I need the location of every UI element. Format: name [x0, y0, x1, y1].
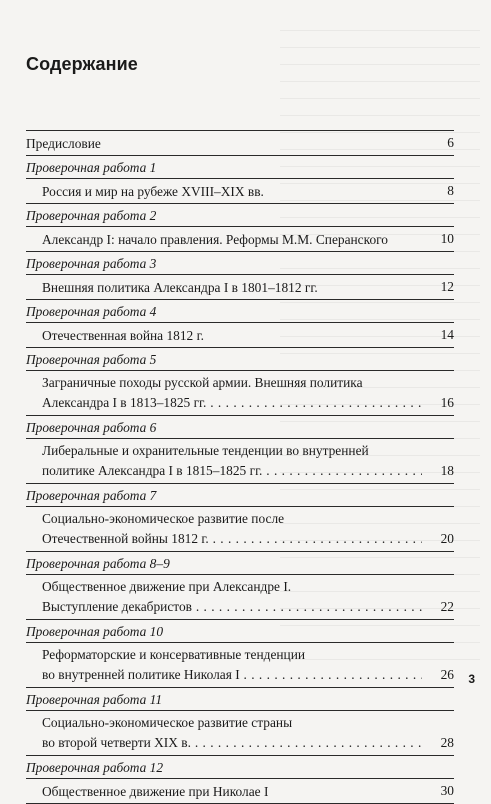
- toc-section-header: [26, 551, 454, 574]
- toc-entry-page: 12: [440, 279, 454, 294]
- toc-section-header: [26, 251, 454, 274]
- toc-section-header: [26, 619, 454, 642]
- toc-entry-page: 18: [440, 463, 454, 478]
- toc-entry-text: Общественное движение при Николае I: [42, 784, 269, 799]
- toc-entry[interactable]: [26, 710, 454, 755]
- section-label: Проверочная работа 6: [26, 420, 157, 435]
- toc-entry-preface[interactable]: [26, 130, 454, 155]
- toc-entry-text: [42, 577, 422, 617]
- toc-section-header: [26, 155, 454, 178]
- toc-entry-text: [42, 441, 422, 481]
- toc-entry[interactable]: [26, 438, 454, 483]
- section-label: Проверочная работа 11: [26, 692, 163, 707]
- toc-entry[interactable]: [26, 274, 454, 299]
- toc-entry-text: [42, 373, 422, 413]
- toc-entry-page: 26: [440, 667, 454, 682]
- section-label: Проверочная работа 5: [26, 352, 157, 367]
- section-label: Проверочная работа 2: [26, 208, 157, 223]
- page-number: 3: [468, 672, 475, 686]
- section-label: Проверочная работа 12: [26, 760, 164, 775]
- toc-section-header: [26, 687, 454, 710]
- section-label: Проверочная работа 8–9: [26, 556, 170, 571]
- toc-section-header: [26, 203, 454, 226]
- toc-sections: [26, 155, 454, 803]
- toc-entry-text: Александр I: начало правления. Реформы М.М. Сперанского: [42, 232, 389, 247]
- toc-entry-page: 6: [447, 135, 454, 150]
- toc-entry-text: Россия и мир на рубеже XVIII–XIX вв.: [42, 184, 264, 199]
- toc-entry-line: Либеральные и охранительные тенденции во внутренней: [42, 443, 369, 458]
- toc-entry-page: 10: [440, 231, 454, 246]
- toc-entry-line: Реформаторские и консервативные тенденции: [42, 647, 306, 662]
- toc-entry-line: политике Александра I в 1815–1825 гг. . . .: [42, 461, 422, 481]
- section-label: Проверочная работа 4: [26, 304, 157, 319]
- toc-entry-page: 22: [440, 599, 454, 614]
- section-label: Проверочная работа 3: [26, 256, 157, 271]
- section-label: Проверочная работа 1: [26, 160, 157, 175]
- toc-entry-text: [42, 713, 422, 753]
- toc-entry-page: 28: [440, 735, 454, 750]
- toc-entry-line: Социально-экономическое развитие страны: [42, 715, 293, 730]
- toc-entry-line: Отечественной войны 1812 г. . . .: [42, 529, 422, 549]
- toc-section-header: [26, 483, 454, 506]
- toc-entry-text: [42, 645, 422, 685]
- toc-entry-text: Внешняя политика Александра I в 1801–1812 гг.: [42, 280, 318, 295]
- toc-entry[interactable]: [26, 642, 454, 687]
- toc-entry-line: Заграничные походы русской армии. Внешняя политика: [42, 375, 363, 390]
- toc-section-header: [26, 415, 454, 438]
- toc-entry[interactable]: [26, 506, 454, 551]
- toc-section-header: [26, 755, 454, 778]
- toc-entry[interactable]: [26, 574, 454, 619]
- toc-entry-line: Выступление декабристов . . .: [42, 597, 422, 617]
- toc-entry-page: 30: [440, 783, 454, 798]
- toc-entry-text: [42, 509, 422, 549]
- toc-entry[interactable]: [26, 178, 454, 203]
- toc-entry[interactable]: [26, 370, 454, 415]
- toc-entry[interactable]: [26, 322, 454, 347]
- toc-entry-line: во второй четверти XIX в. . . .: [42, 733, 422, 753]
- toc-entry[interactable]: [26, 226, 454, 251]
- toc-section-header: [26, 347, 454, 370]
- toc-entry-page: 14: [440, 327, 454, 342]
- toc-section-header: [26, 299, 454, 322]
- page-title: Содержание: [26, 54, 138, 74]
- section-label: Проверочная работа 7: [26, 488, 157, 503]
- table-of-contents: [26, 130, 454, 804]
- toc-entry-text: Отечественная война 1812 г.: [42, 328, 204, 343]
- toc-entry-text: Предисловие: [26, 136, 101, 151]
- toc-entry-line: Общественное движение при Александре I.: [42, 579, 292, 594]
- toc-entry-line: Александра I в 1813–1825 гг. . . .: [42, 393, 422, 413]
- toc-entry-page: 16: [440, 395, 454, 410]
- toc-entry-line: во внутренней политике Николая I . . .: [42, 665, 422, 685]
- toc-entry-page: 20: [440, 531, 454, 546]
- toc-entry-page: 8: [447, 183, 454, 198]
- toc-entry[interactable]: [26, 778, 454, 803]
- section-label: Проверочная работа 10: [26, 624, 164, 639]
- toc-entry-line: Социально-экономическое развитие после: [42, 511, 285, 526]
